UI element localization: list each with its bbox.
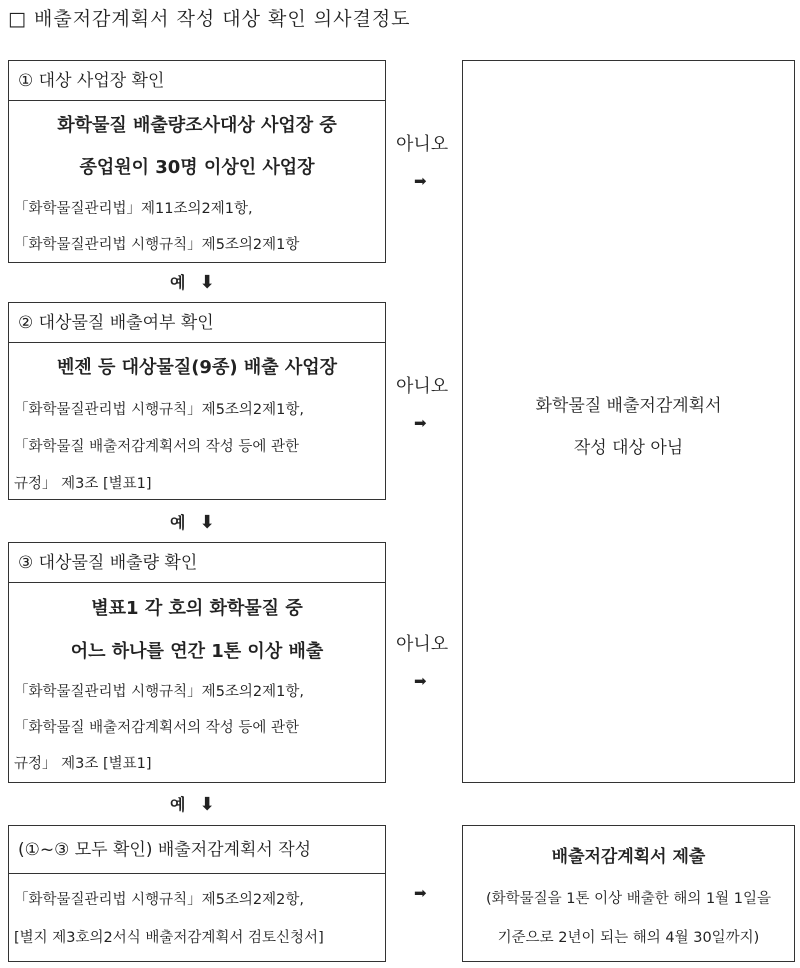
step1-header: ① 대상 사업장 확인 (9, 61, 385, 101)
step1-ref-line2: 「화학물질관리법 시행규칙」제5조의2제1항 (14, 237, 300, 253)
step3-criterion-line1: 별표1 각 호의 화학물질 중 (91, 598, 303, 619)
page-title: □ 배출저감계획서 작성 대상 확인 의사결정도 (8, 8, 411, 30)
step3-criterion-line2: 어느 하나를 연간 1톤 이상 배출 (70, 641, 324, 662)
yes-connector-3 (170, 792, 215, 815)
step2-box (8, 302, 386, 500)
step3-ref-line1: 「화학물질관리법 시행규칙」제5조의2제1항, (14, 684, 305, 700)
not-subject-result-box (462, 60, 795, 783)
step3-ref-line2: 「화학물질 배출저감계획서의 작성 등에 관한 (14, 720, 300, 736)
step3-ref-line3: 규정」 제3조 [별표1] (14, 756, 152, 772)
right-arrow-icon: ➡ (414, 414, 427, 432)
right-arrow-icon: ➡ (414, 172, 427, 190)
yes-connector-1 (170, 270, 215, 293)
no-label-3: 아니오 (396, 634, 449, 655)
down-arrow-icon: ⬇ (199, 272, 215, 293)
step2-ref-line1: 「화학물질관리법 시행규칙」제5조의2제1항, (14, 402, 305, 418)
step2-ref-line3: 규정」 제3조 [별표1] (14, 476, 152, 492)
yes-label-2: 예 (170, 513, 186, 532)
down-arrow-icon: ⬇ (199, 794, 215, 815)
step4-ref-line1: 「화학물질관리법 시행규칙」제5조의2제2항, (14, 892, 305, 908)
step1-ref-line1: 「화학물질관리법」제11조의2제1항, (14, 201, 253, 217)
down-arrow-icon: ⬇ (199, 512, 215, 533)
step1-box (8, 60, 386, 263)
not-subject-line2: 작성 대상 아님 (573, 438, 684, 458)
submit-title: 배출저감계획서 제출 (551, 847, 706, 867)
yes-connector-2 (170, 510, 215, 533)
not-subject-line1: 화학물질 배출저감계획서 (535, 396, 722, 416)
submit-deadline-line2: 기준으로 2년이 되는 해의 4월 30일까지) (497, 930, 760, 946)
right-arrow-icon: ➡ (414, 672, 427, 690)
yes-label-1: 예 (170, 273, 186, 292)
step2-criterion-line1: 벤젠 등 대상물질(9종) 배출 사업장 (56, 357, 338, 378)
step4-header: (①~③ 모두 확인) 배출저감계획서 작성 (9, 826, 385, 874)
step3-header: ③ 대상물질 배출량 확인 (9, 543, 385, 583)
step3-box (8, 542, 386, 783)
step2-ref-line2: 「화학물질 배출저감계획서의 작성 등에 관한 (14, 439, 300, 455)
right-arrow-icon: ➡ (414, 884, 427, 902)
no-label-1: 아니오 (396, 134, 449, 155)
step4-box (8, 825, 386, 962)
submit-result-box (462, 825, 795, 962)
step4-ref-line2: [별지 제3호의2서식 배출저감계획서 검토신청서] (14, 930, 324, 946)
yes-label-3: 예 (170, 795, 186, 814)
submit-deadline-line1: (화학물질을 1톤 이상 배출한 해의 1월 1일을 (485, 891, 772, 907)
step1-criterion-line1: 화학물질 배출량조사대상 사업장 중 (57, 115, 337, 136)
no-label-2: 아니오 (396, 376, 449, 397)
step1-criterion-line2: 종업원이 30명 이상인 사업장 (79, 157, 315, 178)
step2-header: ② 대상물질 배출여부 확인 (9, 303, 385, 343)
